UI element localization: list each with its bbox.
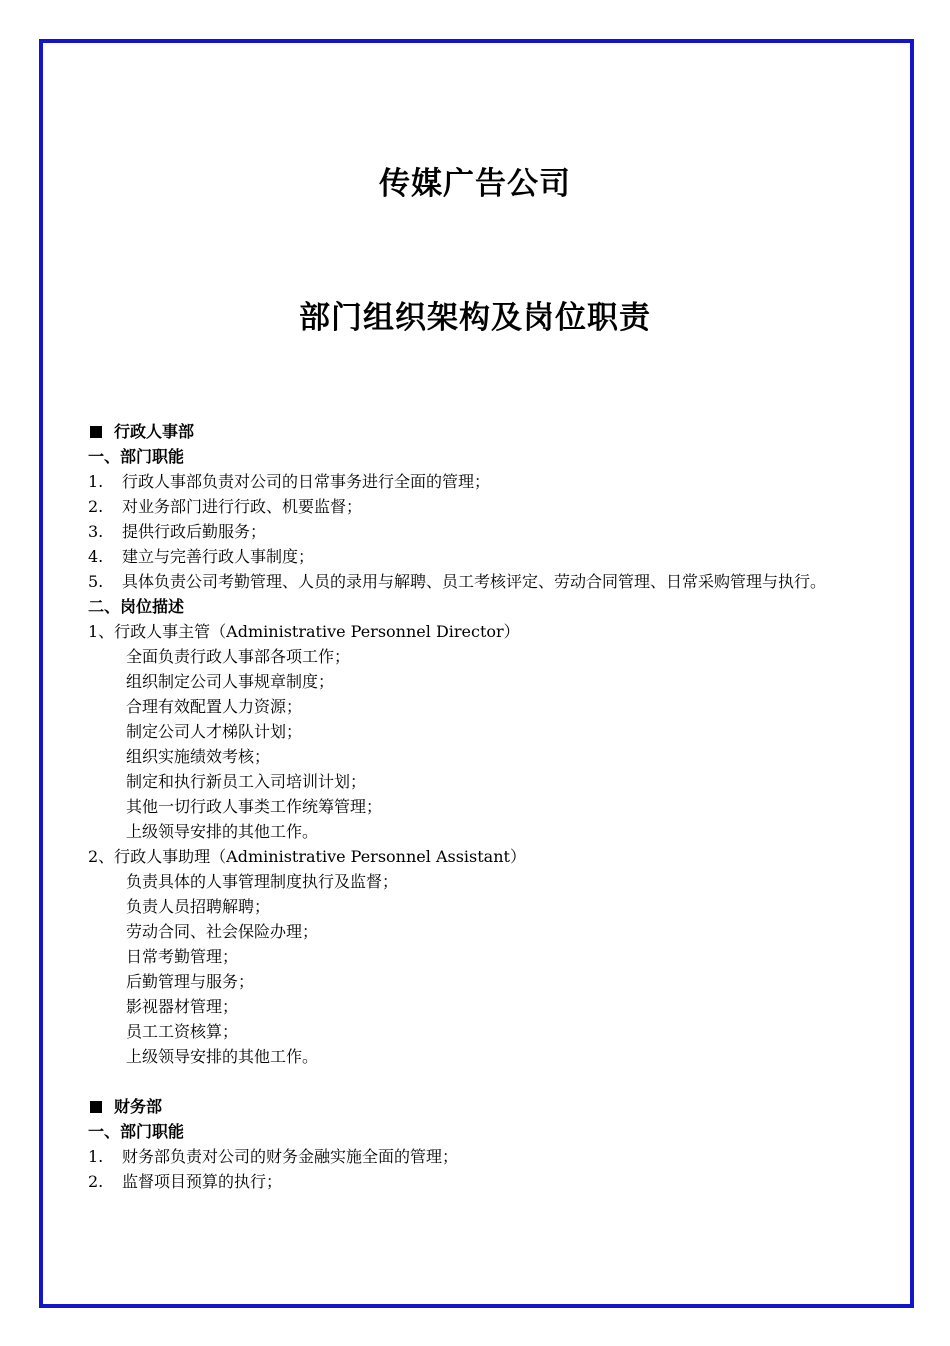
item-number: 2. bbox=[88, 1172, 104, 1191]
duty-item: 其他一切行政人事类工作统筹管理； bbox=[126, 797, 383, 816]
section-heading-admin bbox=[88, 419, 878, 444]
black-square-icon bbox=[90, 426, 102, 438]
company-title: 传媒广告公司 bbox=[379, 166, 571, 202]
item-text: 监督项目预算的执行； bbox=[122, 1172, 283, 1191]
list-item bbox=[88, 569, 878, 594]
duty-item: 组织实施绩效考核； bbox=[126, 747, 271, 766]
duty-item: 全面负责行政人事部各项工作； bbox=[126, 647, 351, 666]
list-item bbox=[88, 469, 878, 494]
duty-item: 影视器材管理； bbox=[126, 997, 239, 1016]
list-item bbox=[88, 1169, 878, 1194]
duty-item: 合理有效配置人力资源； bbox=[126, 697, 303, 716]
list-item bbox=[88, 519, 878, 544]
duty-item: 负责人员招聘解聘； bbox=[126, 897, 271, 916]
item-text: 行政人事部负责对公司的日常事务进行全面的管理； bbox=[122, 472, 491, 491]
item-text: 对业务部门进行行政、机要监督； bbox=[122, 497, 363, 516]
section-heading-finance bbox=[88, 1094, 878, 1119]
functions-heading: 一、部门职能 bbox=[88, 447, 185, 466]
duty-item: 制定和执行新员工入司培训计划； bbox=[126, 772, 367, 791]
duty-item: 日常考勤管理； bbox=[126, 947, 239, 966]
item-text: 具体负责公司考勤管理、人员的录用与解聘、员工考核评定、劳动合同管理、日常采购管理与执行。 bbox=[122, 572, 827, 591]
item-number: 2. bbox=[88, 497, 104, 516]
duty-item: 上级领导安排的其他工作。 bbox=[126, 1047, 319, 1066]
section-spacer bbox=[88, 1069, 878, 1094]
item-number: 1. bbox=[88, 472, 104, 491]
item-number: 1. bbox=[88, 1147, 104, 1166]
item-text: 财务部负责对公司的财务金融实施全面的管理； bbox=[122, 1147, 459, 1166]
duty-item: 后勤管理与服务； bbox=[126, 972, 255, 991]
section-title: 财务部 bbox=[114, 1097, 163, 1116]
position-title: 2、行政人事助理（Administrative Personnel Assistant） bbox=[88, 847, 526, 866]
section-title: 行政人事部 bbox=[114, 422, 195, 441]
position-title: 1、行政人事主管（Administrative Personnel Director） bbox=[88, 622, 520, 641]
duty-item: 制定公司人才梯队计划； bbox=[126, 722, 303, 741]
duty-item: 负责具体的人事管理制度执行及监督； bbox=[126, 872, 399, 891]
list-item bbox=[88, 494, 878, 519]
document-body bbox=[88, 419, 878, 1194]
duty-item: 组织制定公司人事规章制度； bbox=[126, 672, 335, 691]
document-title: 部门组织架构及岗位职责 bbox=[299, 300, 651, 336]
duty-item: 上级领导安排的其他工作。 bbox=[126, 822, 319, 841]
duty-item: 员工工资核算； bbox=[126, 1022, 239, 1041]
duty-item: 劳动合同、社会保险办理； bbox=[126, 922, 319, 941]
list-item bbox=[88, 544, 878, 569]
positions-heading: 二、岗位描述 bbox=[88, 597, 185, 616]
functions-heading: 一、部门职能 bbox=[88, 1122, 185, 1141]
item-number: 5. bbox=[88, 572, 104, 591]
item-number: 4. bbox=[88, 547, 104, 566]
list-item bbox=[88, 1144, 878, 1169]
item-text: 建立与完善行政人事制度； bbox=[122, 547, 315, 566]
black-square-icon bbox=[90, 1101, 102, 1113]
item-text: 提供行政后勤服务； bbox=[122, 522, 267, 541]
item-number: 3. bbox=[88, 522, 104, 541]
